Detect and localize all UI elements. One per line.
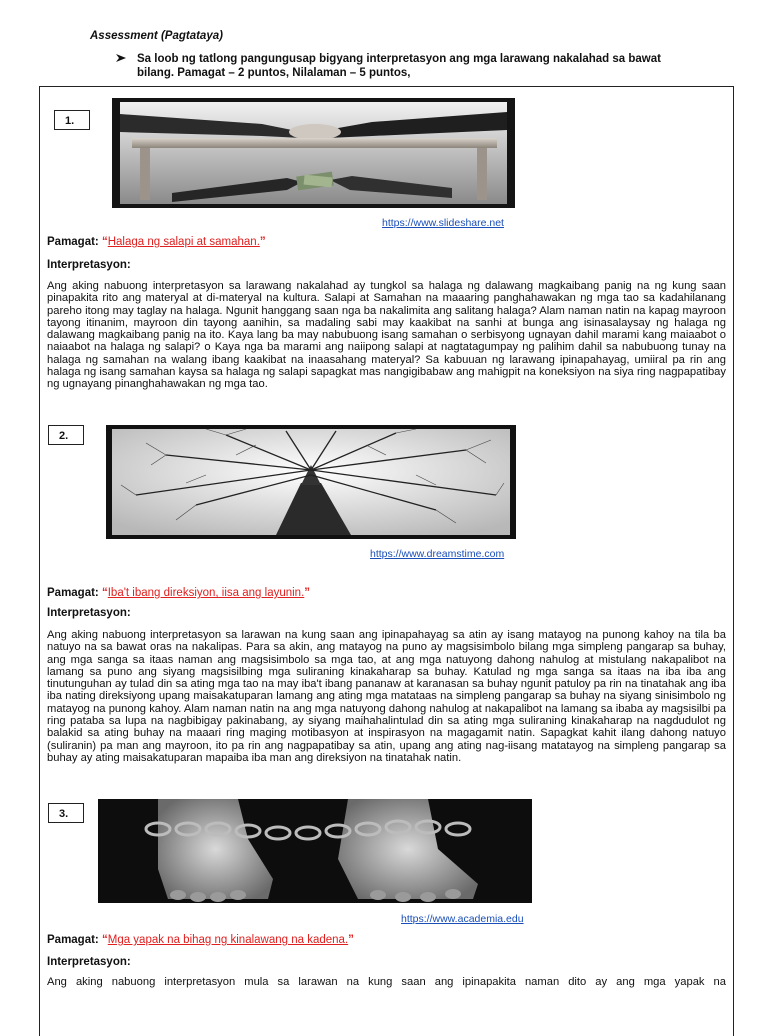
chained-feet-image — [98, 799, 532, 903]
interpretation-1: Ang aking nabuong interpretasyon sa larawang nakalahad ay tungkol sa halaga ng dalawang magkaibang panig na ng kung saan pinapakita rito ang materyal at di-materyal na kultura. Salapi at Samahan na maaaring panghahawakan ng mga tao sa kadahilanang pareho itong may taglay na halaga. Ngunit hanggang saan nga ba nakalimita ang salitang halaga? Alam naman natin na kapag mayroon tayong itinanim, mayroon din tayong aanihin, sa madaling sabi may kaakibat na sanhi at bunga ang isinasalaysay ng halaga ng dalawang magkaibang panig na ito. Kaya lang ba may nabubuong isang samahan o serbisyong ugnayan dahil marami kang maiaabot o naiaabot na halaga ng salapi? o Kaya nga ba marami ang naiipong salapi at nagtatagumpay ng palihim dahil sa nabubuong tunay na halaga ng samahan na walang ibang kaakibat na inaasahang materyal? Sa kabuuan ng larawang ipinapahayag, umiiral pa rin ang halaga ng isang samahan kaysa sa halaga ng salapi sapagkat mas nangigibabaw ang mahigpit na koneksiyon na siya ring nagpapatibay ng ugnayang pinanghahawakan ng mga tao. — [47, 280, 726, 391]
title-text-2: Iba't ibang direksiyon, iisa ang layunin. — [107, 587, 305, 599]
open-quote-3: “ — [101, 934, 108, 946]
instruction-text: Sa loob ng tatlong pangungusap bigyang interpretasyon ang mga larawang nakalahad sa bawat bilang. Pamagat – 2 puntos, Nilalaman – 5 puntos, — [137, 53, 661, 79]
source-link-3[interactable]: https://www.academia.edu — [401, 913, 524, 925]
title-line-2 — [47, 587, 310, 599]
title-text-1: Halaga ng salapi at samahan. — [107, 236, 260, 248]
interpretasyon-label-2: Interpretasyon: — [47, 607, 131, 619]
title-text-3: Mga yapak na bihag ng kinalawang na kadena. — [107, 934, 349, 946]
title-line-3 — [47, 934, 354, 946]
open-quote-2: “ — [101, 587, 108, 599]
pamagat-label-3: Pamagat: — [47, 934, 99, 946]
item-number-1: 1. — [54, 110, 90, 130]
title-line-1 — [47, 236, 266, 248]
interpretasyon-label-1: Interpretasyon: — [47, 259, 131, 271]
assessment-heading: Assessment (Pagtataya) — [90, 30, 223, 42]
interpretasyon-label-3: Interpretasyon: — [47, 956, 131, 968]
open-quote-1: “ — [101, 236, 108, 248]
close-quote-2: ” — [304, 587, 311, 599]
close-quote-1: ” — [259, 236, 266, 248]
pamagat-label-1: Pamagat: — [47, 236, 99, 248]
interpretation-3: Ang aking nabuong interpretasyon mula sa larawan na kung saan ang ipinapakita naman dito ay ang mga yapak na — [47, 976, 726, 988]
source-link-2[interactable]: https://www.dreamstime.com — [370, 548, 505, 560]
close-quote-3: ” — [348, 934, 354, 946]
source-link-1[interactable]: https://www.slideshare.net — [382, 217, 504, 229]
arrow-bullet-icon — [115, 52, 127, 68]
handshake-image — [112, 98, 515, 208]
pamagat-label-2: Pamagat: — [47, 587, 99, 599]
instruction — [115, 52, 695, 80]
tree-image — [106, 425, 516, 539]
item-number-2: 2. — [48, 425, 84, 445]
item-number-3: 3. — [48, 803, 84, 823]
interpretation-2: Ang aking nabuong interpretasyon sa larawan na kung saan ang ipinapahayag sa atin ay isang matayog na punong kahoy na tila ba natuyo na sa bawat oras na nakalipas. Para sa akin, ang matayog na puno ay magsisimbolo bilang mga simpleng pangarap sa buhay, ang mga sanga sa itaas naman ang magsisimbolo sa mga tao, at ang mga natuyong dahong nahulog at mistulang nakapalibot na lamang sa puno ang siyang magsisilbing mga suliraning kinakaharap sa buhay. Katulad ng mga sanga sa itaas na iba iba ang tinutunguhan ay tulad din sa ating mga tao na may iba't ibang pananaw at karanasan sa buhay ngunit patuloy pa rin na tinatahak ang iba iba nating direksiyong upang maisakatuparan lamang ang ating mga matataas na simpleng pangarap sa buhay na siyang sinisimbolo ng matayog na punong kahoy. Alam naman natin na ang mga natuyong dahong nahulog at nakapalibot na lamang sa ibaba ay magsisilbi pa ring pataba sa lupa na nagbibigay pakinabang, ay siyang maihahalintulad din sa ating mga suliraning kinakaharap na nagdudulot ng balakid sa ating buhay na maaari ring maging motibasyon at inspirasyon na magagamit natin. Sapagkat kahit ilang dahong natuyo (suliranin) pa man ang mayroon, ito pa rin ang nagpapatibay sa atin, upang ang ating nag-iisang matatayog na simpleng pangarap sa buhay ay ating maisakatuparan mapaiba iba man ang direksiyon na tinatahak natin. — [47, 629, 726, 764]
